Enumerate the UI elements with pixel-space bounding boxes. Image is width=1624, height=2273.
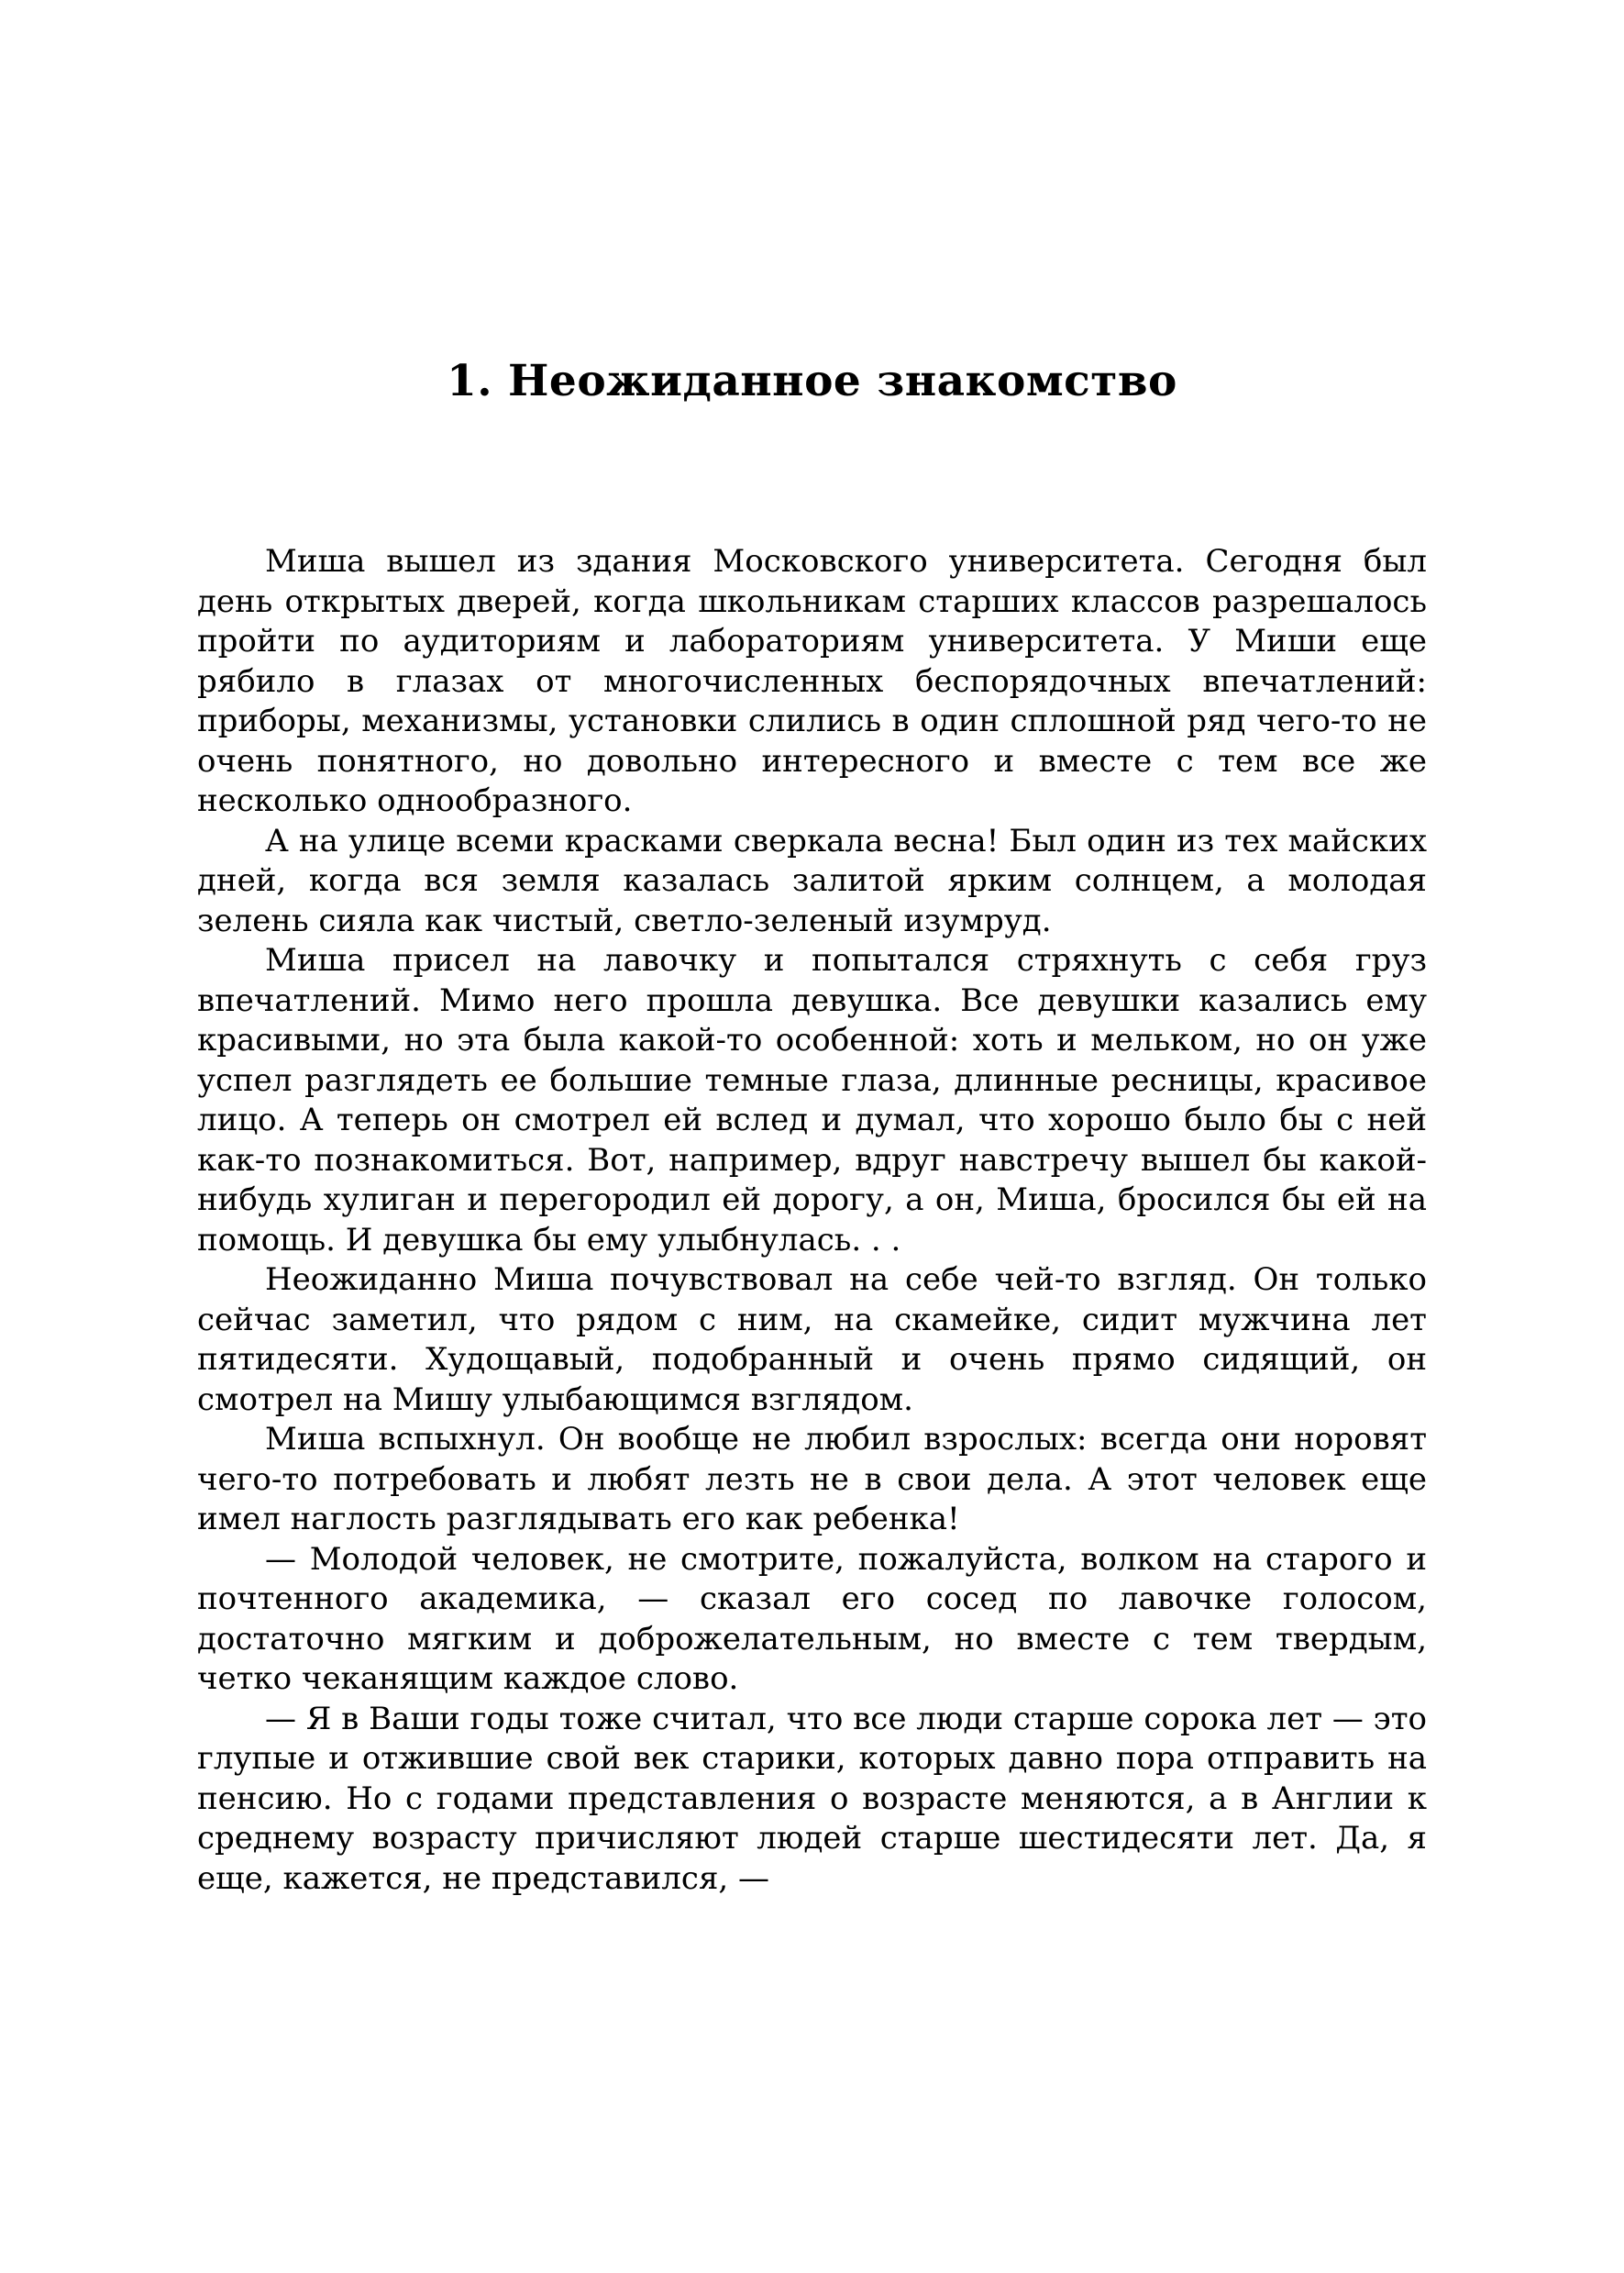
paragraph: Миша присел на лавочку и попытался стряхнуть с себя груз впечатлений. Мимо него прошла девушка. Все девушки казались ему красивыми, но эта была какой-то особенной: хоть и мельком, но он уже успел разглядеть ее большие темные глаза, длинные ресницы, красивое лицо. А теперь он смотрел ей вслед и думал, что хорошо было бы с ней как-то познакомиться. Вот, например, вдруг навстречу вышел бы какой-нибудь хулиган и перегородил ей дорогу, а он, Миша, бросился бы ей на помощь. И девушка бы ему улыбнулась. . .: [197, 942, 1427, 1258]
chapter-body: [197, 542, 1427, 1899]
paragraph: А на улице всеми красками сверкала весна! Был один из тех майских дней, когда вся земля казалась залитой ярким солнцем, а молодая зелень сияла как чистый, светло-зеленый изумруд.: [197, 822, 1427, 939]
paragraph: Миша вышел из здания Московского университета. Сегодня был день открытых дверей, когда школьникам старших классов разрешалось пройти по аудиториям и лабораториям университета. У Миши еще рябило в глазах от многочисленных беспорядочных впечатлений: приборы, механизмы, установки слились в один сплошной ряд чего-то не очень понятного, но довольно интересного и вместе с тем все же несколько однообразного.: [197, 543, 1427, 819]
chapter-title: 1. Неожиданное знакомство: [447, 356, 1177, 406]
paragraph: — Я в Ваши годы тоже считал, что все люди старше сорока лет — это глупые и отжившие свой век старики, которых давно пора отправить на пенсию. Но с годами представления о возрасте меняются, а в Англии к среднему возрасту причисляют людей старше шестидесяти лет. Да, я еще, кажется, не представился, —: [197, 1700, 1427, 1897]
paragraph: Неожиданно Миша почувствовал на себе чей-то взгляд. Он только сейчас заметил, что рядом с ним, на скамейке, сидит мужчина лет пятидесяти. Худощавый, подобранный и очень прямо сидящий, он смотрел на Мишу улыбающимся взглядом.: [197, 1261, 1427, 1418]
paragraph: Миша вспыхнул. Он вообще не любил взрослых: всегда они норовят чего-то потребовать и любят лезть не в свои дела. А этот человек еще имел наглость разглядывать его как ребенка!: [197, 1421, 1427, 1537]
paragraph: — Молодой человек, не смотрите, пожалуйста, волком на старого и почтенного академика, — сказал его сосед по лавочке голосом, достаточно мягким и доброжелательным, но вместе с тем твердым, четко чеканящим каждое слово.: [197, 1540, 1427, 1697]
